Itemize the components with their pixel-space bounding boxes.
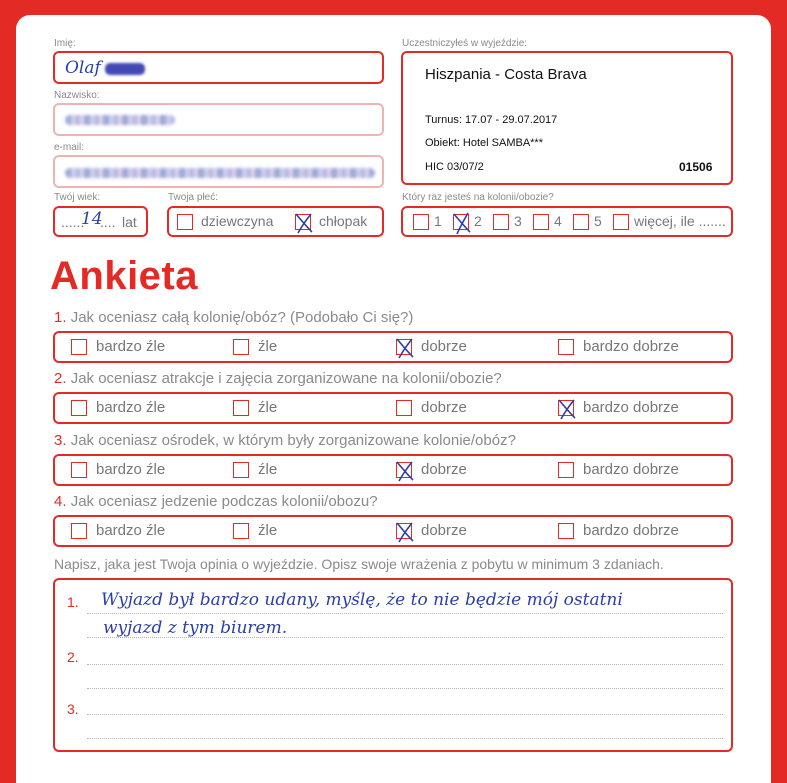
survey-title: Ankieta xyxy=(50,254,198,298)
ktory-raz-field xyxy=(401,206,733,237)
plec-dziewczyna-label: dziewczyna xyxy=(201,213,274,229)
opinion-line xyxy=(87,664,723,665)
question-number: 1. xyxy=(54,309,67,326)
trip-number: 01506 xyxy=(679,160,713,174)
question-2-options xyxy=(53,392,733,424)
q1-option-2-checkbox[interactable] xyxy=(233,339,249,355)
q3-option-1-label: bardzo źle xyxy=(96,461,166,478)
question-1-options xyxy=(53,331,733,363)
ktory-raz-4-checkbox[interactable] xyxy=(533,214,549,230)
wiek-label: Twój wiek: xyxy=(54,192,101,203)
question-4-text xyxy=(54,493,378,510)
ktory-raz-1-label: 1 xyxy=(434,213,442,229)
ktory-raz-1-checkbox[interactable] xyxy=(413,214,429,230)
trip-name: Hiszpania - Costa Brava xyxy=(425,66,587,83)
q4-option-3-checkbox[interactable] xyxy=(396,523,412,539)
nazwisko-label: Nazwisko: xyxy=(54,90,100,101)
wiek-dots-right: .... xyxy=(100,214,116,230)
q3-option-3-label: dobrze xyxy=(421,461,467,478)
q1-option-1-label: bardzo źle xyxy=(96,338,166,355)
question-text: Jak oceniasz całą kolonię/obóz? (Podobało Ci się?) xyxy=(70,309,414,326)
q2-option-3-label: dobrze xyxy=(421,399,467,416)
check-mark-icon xyxy=(557,398,577,420)
plec-chlopak-label: chłopak xyxy=(319,213,368,229)
nazwisko-field[interactable] xyxy=(53,103,384,136)
trip-obiekt: Obiekt: Hotel SAMBA*** xyxy=(425,137,543,149)
question-text: Jak oceniasz atrakcje i zajęcia zorganizowane na kolonii/obozie? xyxy=(70,370,502,387)
imie-label: Imię: xyxy=(54,38,76,49)
plec-chlopak-checkbox[interactable] xyxy=(295,214,311,230)
ktory-raz-label: Który raz jesteś na kolonii/obozie? xyxy=(402,192,554,203)
question-text: Jak oceniasz ośrodek, w którym były zorganizowane kolonie/obóz? xyxy=(70,432,516,449)
email-label: e-mail: xyxy=(54,142,85,153)
plec-label: Twoja płeć: xyxy=(168,192,219,203)
imie-value: Olaf xyxy=(65,58,101,78)
ktory-raz-5-checkbox[interactable] xyxy=(573,214,589,230)
q4-option-1-checkbox[interactable] xyxy=(71,523,87,539)
opinion-line xyxy=(87,688,723,689)
opinion-answer-line-2: wyjazd z tym biurem. xyxy=(103,618,288,638)
q3-option-1-checkbox[interactable] xyxy=(71,462,87,478)
opinion-answer-line-1: Wyjazd był bardzo udany, myślę, że to nie będzie mój ostatni xyxy=(101,590,623,610)
trip-code: HIC 03/07/2 xyxy=(425,161,484,173)
opinion-num-2: 2. xyxy=(67,649,79,665)
q1-option-2-label: źle xyxy=(258,338,278,355)
ktory-raz-4-label: 4 xyxy=(554,213,562,229)
question-2-text xyxy=(54,370,502,387)
check-mark-icon xyxy=(452,212,472,234)
plec-field xyxy=(167,206,384,237)
opinion-num-1: 1. xyxy=(67,594,79,610)
ktory-raz-wiecej-checkbox[interactable] xyxy=(613,214,629,230)
question-1-text xyxy=(54,309,413,326)
q3-option-3-checkbox[interactable] xyxy=(396,462,412,478)
wiek-field[interactable] xyxy=(53,206,148,237)
q3-option-2-checkbox[interactable] xyxy=(233,462,249,478)
check-mark-icon xyxy=(395,460,415,482)
q4-option-1-label: bardzo źle xyxy=(96,522,166,539)
q3-option-2-label: źle xyxy=(258,461,278,478)
question-3-text xyxy=(54,432,516,449)
check-mark-icon xyxy=(395,521,415,543)
check-mark-icon xyxy=(294,212,314,234)
ktory-raz-2-checkbox[interactable] xyxy=(453,214,469,230)
q4-option-3-label: dobrze xyxy=(421,522,467,539)
q2-option-2-checkbox[interactable] xyxy=(233,400,249,416)
uczestnik-label: Uczestniczyłeś w wyjeździe: xyxy=(402,38,528,49)
ktory-raz-2-label: 2 xyxy=(474,213,482,229)
q4-option-4-label: bardzo dobrze xyxy=(583,522,679,539)
email-field[interactable] xyxy=(53,155,384,188)
opinion-num-3: 3. xyxy=(67,701,79,717)
q2-option-1-checkbox[interactable] xyxy=(71,400,87,416)
opinion-prompt: Napisz, jaka jest Twoja opinia o wyjeździe. Opisz swoje wrażenia z pobytu w minimum 3 zdaniach. xyxy=(54,556,664,572)
q1-option-3-checkbox[interactable] xyxy=(396,339,412,355)
plec-dziewczyna-checkbox[interactable] xyxy=(177,214,193,230)
q1-option-4-checkbox[interactable] xyxy=(558,339,574,355)
opinion-line xyxy=(87,738,723,739)
trip-turnus: Turnus: 17.07 - 29.07.2017 xyxy=(425,114,558,126)
opinion-line xyxy=(87,613,723,614)
q2-option-4-label: bardzo dobrze xyxy=(583,399,679,416)
opinion-line xyxy=(87,714,723,715)
trip-info-box xyxy=(401,51,733,185)
redacted-surname xyxy=(65,115,175,125)
question-3-options xyxy=(53,454,733,486)
question-4-options xyxy=(53,515,733,547)
question-number: 2. xyxy=(54,370,67,387)
check-mark-icon xyxy=(395,337,415,359)
q4-option-2-checkbox[interactable] xyxy=(233,523,249,539)
q2-option-2-label: źle xyxy=(258,399,278,416)
question-number: 4. xyxy=(54,493,67,510)
wiek-unit: lat xyxy=(122,214,137,230)
ktory-raz-3-checkbox[interactable] xyxy=(493,214,509,230)
wiek-dots-left: ...... xyxy=(61,214,85,230)
ktory-raz-wiecej-label: więcej, ile ....... xyxy=(634,213,726,229)
q2-option-3-checkbox[interactable] xyxy=(396,400,412,416)
opinion-box[interactable] xyxy=(53,578,733,752)
ktory-raz-3-label: 3 xyxy=(514,213,522,229)
redacted-surname-scribble xyxy=(105,63,145,75)
wiek-value: 14 xyxy=(81,209,103,229)
q1-option-1-checkbox[interactable] xyxy=(71,339,87,355)
q4-option-4-checkbox[interactable] xyxy=(558,523,574,539)
q2-option-4-checkbox[interactable] xyxy=(558,400,574,416)
q3-option-4-checkbox[interactable] xyxy=(558,462,574,478)
ktory-raz-5-label: 5 xyxy=(594,213,602,229)
q2-option-1-label: bardzo źle xyxy=(96,399,166,416)
question-number: 3. xyxy=(54,432,67,449)
q1-option-4-label: bardzo dobrze xyxy=(583,338,679,355)
redacted-email xyxy=(65,168,375,178)
q4-option-2-label: źle xyxy=(258,522,278,539)
question-text: Jak oceniasz jedzenie podczas kolonii/obozu? xyxy=(70,493,378,510)
q3-option-4-label: bardzo dobrze xyxy=(583,461,679,478)
q1-option-3-label: dobrze xyxy=(421,338,467,355)
imie-field[interactable] xyxy=(53,51,384,84)
